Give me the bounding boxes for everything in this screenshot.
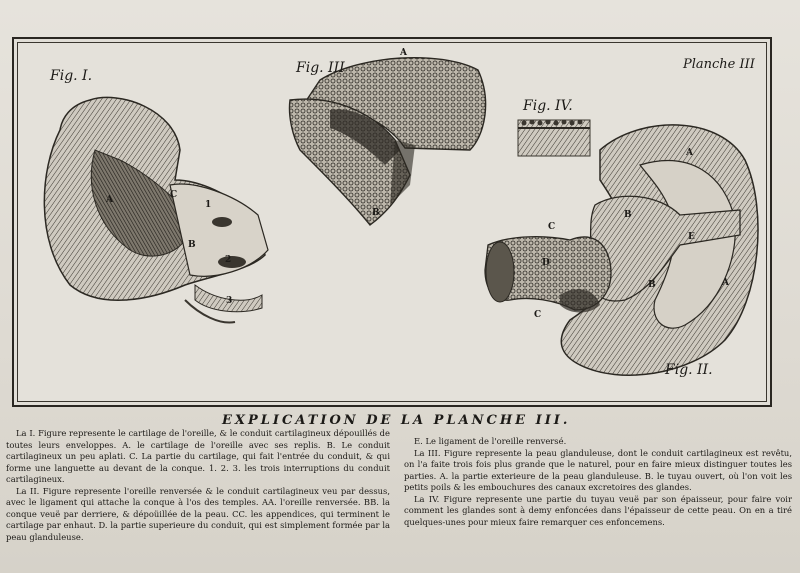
letter-label: 3 <box>226 296 233 306</box>
paragraph: E. Le ligament de l'oreille renversé. <box>414 436 567 446</box>
paragraph: La IV. Figure represente une partie du tuyau veuë par son épaisseur, pour faire voir comment les glandes sont à demy enfoncées dans l'épaisseur de cette peau. On en a tiré quelques-unes pour mieux faire remarquer ces enfoncemens. <box>404 493 792 527</box>
plate-title: Planche III <box>683 57 755 72</box>
figure-2-inverted-ear <box>485 125 758 375</box>
letter-label: 2 <box>225 255 232 265</box>
figure-4-label: Fig. IV. <box>523 98 573 114</box>
figure-2-label: Fig. II. <box>665 362 713 378</box>
letter-label: B <box>648 280 656 290</box>
explication-right-column <box>404 436 792 528</box>
letter-label: A <box>722 278 729 288</box>
letter-label: E <box>688 232 695 242</box>
figure-4-skin-section <box>518 120 590 157</box>
letter-label: C <box>170 190 178 200</box>
paragraph: La I. Figure represente le cartilage de l'oreille, & le conduit cartilagineux dépouillés de toutes leurs enveloppes. A. le cartilage de l'oreille avec ses replis. B. Le conduit cartilagineux un peu aplati. C. La partie du cartilage, qui fait l'entrée du conduit, & qui forme une languette au devant de la conque. 1. 2. 3. les trois interruptions du conduit cartilagineux. <box>6 428 390 484</box>
letter-label: B <box>372 208 380 218</box>
figure-1-ear-cartilage <box>44 97 268 322</box>
letter-label: D <box>542 258 550 268</box>
figure-3-label: Fig. III <box>296 60 345 76</box>
letter-label: C <box>548 222 556 232</box>
letter-label: 1 <box>205 200 212 210</box>
explication-left-column <box>6 428 390 543</box>
paragraph: La II. Figure represente l'oreille renversée & le conduit cartilagineux veu par dessus, avec le ligament qui attache la conque à l'os des temples. AA. l'oreille renversée. BB. la conque veuë par derriere, & dépoüillée de la peau. CC. les appendices, qui terminent le cartilage par enhaut. D. la partie superieure du conduit, qui est simplement formée par la peau glanduleuse. <box>6 485 390 542</box>
letter-label: A <box>400 48 407 58</box>
figure-3-glandular-skin <box>289 58 485 225</box>
letter-label: B <box>624 210 632 220</box>
figure-1-label: Fig. I. <box>50 68 93 84</box>
letter-label: B <box>188 240 196 250</box>
letter-label: A <box>686 148 693 158</box>
letter-label: C <box>534 310 542 320</box>
explication-title: EXPLICATION DE LA PLANCHE III. <box>222 413 571 428</box>
paragraph: La III. Figure represente la peau glanduleuse, dont le conduit cartilagineux est revêtu, on l'a faite trois fois plus grande que le naturel, pour en faire mieux distinguer toutes les parties. A. la partie exterieure de la peau glanduleuse. B. le tuyau ouvert, où l'on voit les petits poils & les embouchures des canaux excretoires des glandes. <box>404 447 792 492</box>
letter-label: A <box>106 195 113 205</box>
